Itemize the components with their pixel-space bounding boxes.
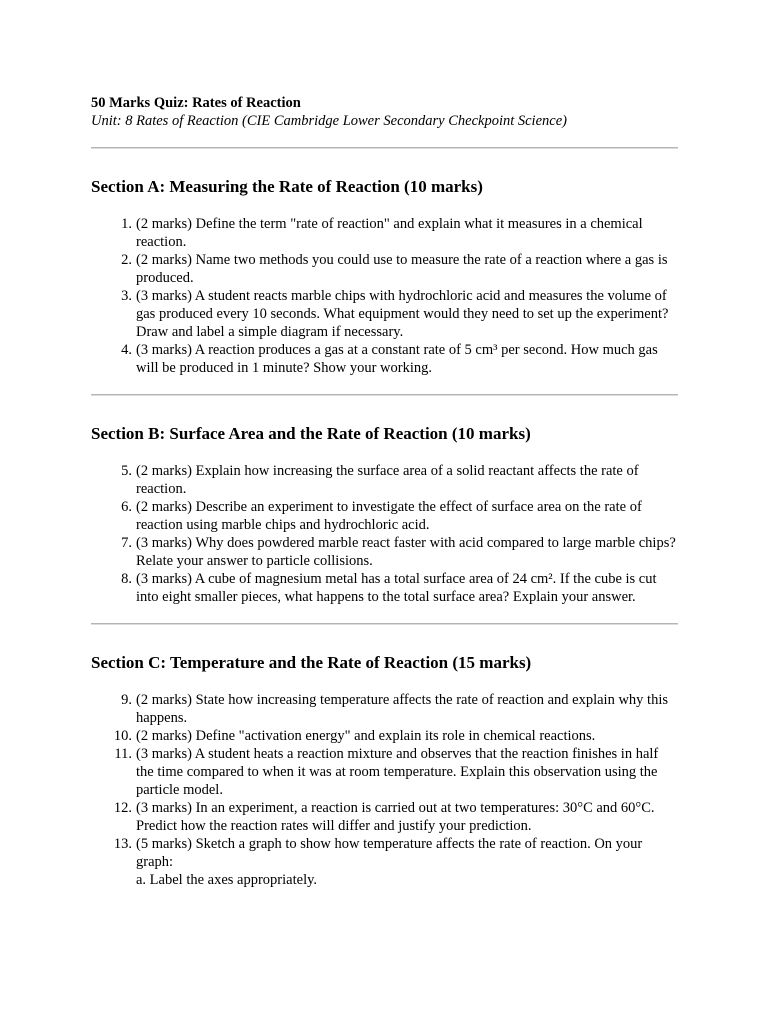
question-sub-item: a. Label the axes appropriately. xyxy=(136,872,318,888)
question-item xyxy=(91,835,678,889)
question-item xyxy=(91,691,678,727)
question-item xyxy=(91,251,678,287)
question-number: 6. xyxy=(121,499,132,515)
question-text: (3 marks) Why does powdered marble react faster with acid compared to large marble chips? Relate your answer to particle collisions. xyxy=(136,535,676,569)
question-list xyxy=(91,691,678,889)
section-heading: Section B: Surface Area and the Rate of Reaction (10 marks) xyxy=(91,424,531,443)
question-number: 13. xyxy=(113,836,132,852)
section-heading: Section C: Temperature and the Rate of Reaction (15 marks) xyxy=(91,653,532,672)
question-number: 12. xyxy=(113,800,132,816)
question-number: 3. xyxy=(121,288,132,304)
question-item xyxy=(91,341,678,377)
question-item xyxy=(91,799,678,835)
question-item xyxy=(91,462,678,498)
question-text: (3 marks) A student reacts marble chips with hydrochloric acid and measures the volume of gas produced every 10 seconds. What equipment would they need to set up the experiment? Draw and label a simple diagram if necessary. xyxy=(136,288,669,340)
question-item xyxy=(91,287,678,341)
question-text: (2 marks) Define "activation energy" and explain its role in chemical reactions. xyxy=(136,728,596,744)
question-item xyxy=(91,745,678,799)
question-item xyxy=(91,215,678,251)
question-text: (3 marks) In an experiment, a reaction is carried out at two temperatures: 30°C and 60°C. Predict how the reaction rates will differ and justify your prediction. xyxy=(136,800,655,834)
question-list xyxy=(91,215,678,377)
question-item xyxy=(91,570,678,606)
question-number: 4. xyxy=(121,342,132,358)
question-number: 1. xyxy=(121,216,132,232)
document-subtitle: Unit: 8 Rates of Reaction (CIE Cambridge Lower Secondary Checkpoint Science) xyxy=(91,113,567,129)
question-item xyxy=(91,727,678,745)
question-text: (3 marks) A reaction produces a gas at a constant rate of 5 cm³ per second. How much gas will be produced in 1 minute? Show your working. xyxy=(136,342,658,376)
divider xyxy=(91,623,678,625)
question-text: (2 marks) Name two methods you could use to measure the rate of a reaction where a gas is produced. xyxy=(136,252,668,286)
question-number: 7. xyxy=(121,535,132,551)
question-number: 2. xyxy=(121,252,132,268)
question-text: (5 marks) Sketch a graph to show how temperature affects the rate of reaction. On your graph: xyxy=(136,836,643,870)
question-number: 11. xyxy=(114,746,132,762)
question-number: 8. xyxy=(121,571,132,587)
section-c xyxy=(91,652,678,889)
question-number: 5. xyxy=(121,463,132,479)
question-text: (3 marks) A student heats a reaction mixture and observes that the reaction finishes in half the time compared to when it was at room temperature. Explain this observation using the particle model. xyxy=(136,746,659,798)
question-text: (2 marks) State how increasing temperature affects the rate of reaction and explain why this happens. xyxy=(136,692,669,726)
question-number: 9. xyxy=(121,692,132,708)
question-item xyxy=(91,534,678,570)
section-a xyxy=(91,176,678,377)
section-b xyxy=(91,423,678,606)
question-list xyxy=(91,462,678,606)
question-number: 10. xyxy=(113,728,132,744)
document-title: 50 Marks Quiz: Rates of Reaction xyxy=(91,95,301,111)
question-text: (2 marks) Define the term "rate of reaction" and explain what it measures in a chemical reaction. xyxy=(136,216,643,250)
quiz-document xyxy=(91,94,678,889)
question-text: (2 marks) Describe an experiment to investigate the effect of surface area on the rate of reaction using marble chips and hydrochloric acid. xyxy=(136,499,642,533)
question-item xyxy=(91,498,678,534)
question-text: (3 marks) A cube of magnesium metal has a total surface area of 24 cm². If the cube is cut into eight smaller pieces, what happens to the total surface area? Explain your answer. xyxy=(136,571,657,605)
divider xyxy=(91,394,678,396)
divider xyxy=(91,147,678,149)
section-heading: Section A: Measuring the Rate of Reaction (10 marks) xyxy=(91,177,483,196)
question-text: (2 marks) Explain how increasing the surface area of a solid reactant affects the rate of reaction. xyxy=(136,463,639,497)
